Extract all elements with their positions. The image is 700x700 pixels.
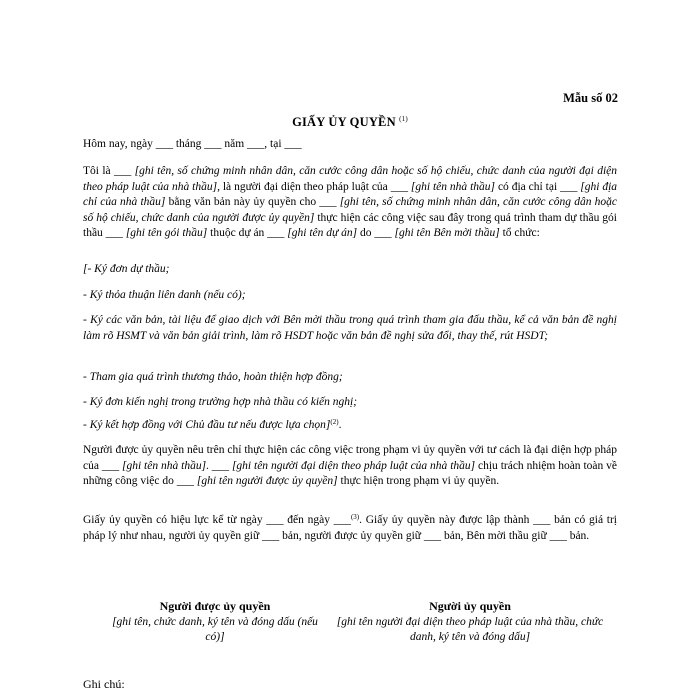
footnote-ref: (3) [350, 513, 360, 521]
signature-instruction: [ghi tên, chức danh, ký tên và đóng dấu (nếu có)] [112, 615, 318, 644]
document-title [0, 115, 700, 130]
signature-block-authorizer [325, 599, 615, 646]
validity-paragraph: Giấy ủy quyền có hiệu lực kể từ ngày ___ đến ngày ___$^{(3)}$. Giấy ủy quyền này được lập thành ___ bản có giá trị pháp lý như nhau, người ủy quyền giữ ___ bản, người được ủy quyền giữ ___ bản, Bên mời thầu giữ ___ bản. [83, 513, 617, 542]
title-footnote-ref: (1) [399, 115, 408, 123]
scope-paragraph: Người được ủy quyền nêu trên chỉ thực hiện các công việc trong phạm vi ủy quyền với tư cách là đại diện hợp pháp của ___ [ghi tên nhà thầu]. ___ [ghi tên người đại diện theo pháp luật của nhà thầu] chịu trách nhiệm hoàn toàn về những công việc do ___ [ghi tên người được ủy quyền] thực hiện trong phạm vi ủy quyền. [83, 444, 617, 488]
date-line: Hôm nay, ngày ___ tháng ___ năm ___, tại ___ [83, 138, 302, 150]
task-item: - Ký các văn bản, tài liệu để giao dịch với Bên mời thầu trong quá trình tham gia đấu thầu, kể cả văn bản đề nghị làm rõ HSMT và văn bản giải trình, làm rõ HSDT hoặc văn bản đề nghị sửa đổi, thay thế, rút HSDT; [83, 314, 617, 342]
form-number: Mẫu số 02 [563, 91, 618, 105]
task-item: - Ký thỏa thuận liên danh (nếu có); [83, 289, 246, 301]
signature-heading: Người ủy quyền [429, 599, 511, 613]
authorization-paragraph: Tôi là ___ [ghi tên, số chứng minh nhân dân, căn cước công dân hoặc số hộ chiếu, chức danh của người đại diện theo pháp luật của nhà thầu], là người đại diện theo pháp luật của ___ [ghi tên nhà thầu] có địa chỉ tại ___ [ghi địa chỉ của nhà thầu] bằng văn bản này ủy quyền cho ___ [ghi tên, số chứng minh nhân dân, căn cước công dân hoặc số hộ chiếu, chức danh của người được ủy quyền] thực hiện các công việc sau đây trong quá trình tham dự thầu gói thầu ___ [ghi tên gói thầu] thuộc dự án ___ [ghi tên dự án] do ___ [ghi tên Bên mời thầu] tổ chức: [83, 165, 618, 240]
task-item: - Tham gia quá trình thương thảo, hoàn thiện hợp đồng; [83, 371, 343, 383]
task-item: - Ký kết hợp đồng với Chủ đầu tư nếu được lựa chọn]$^{(2)}$. [83, 418, 342, 431]
task-item: [- Ký đơn dự thầu; [83, 263, 170, 275]
signature-heading: Người được ủy quyền [159, 599, 271, 613]
signature-block-authorized [110, 599, 320, 646]
footnote-ref: (2) [330, 418, 339, 426]
notes-label: Ghi chú: [83, 677, 125, 691]
task-item: - Ký đơn kiến nghị trong trường hợp nhà thầu có kiến nghị; [83, 396, 358, 408]
signature-instruction: [ghi tên người đại diện theo pháp luật của nhà thầu, chức danh, ký tên và đóng dấu] [336, 615, 604, 644]
title-text: GIẤY ỦY QUYỀN [292, 115, 396, 129]
